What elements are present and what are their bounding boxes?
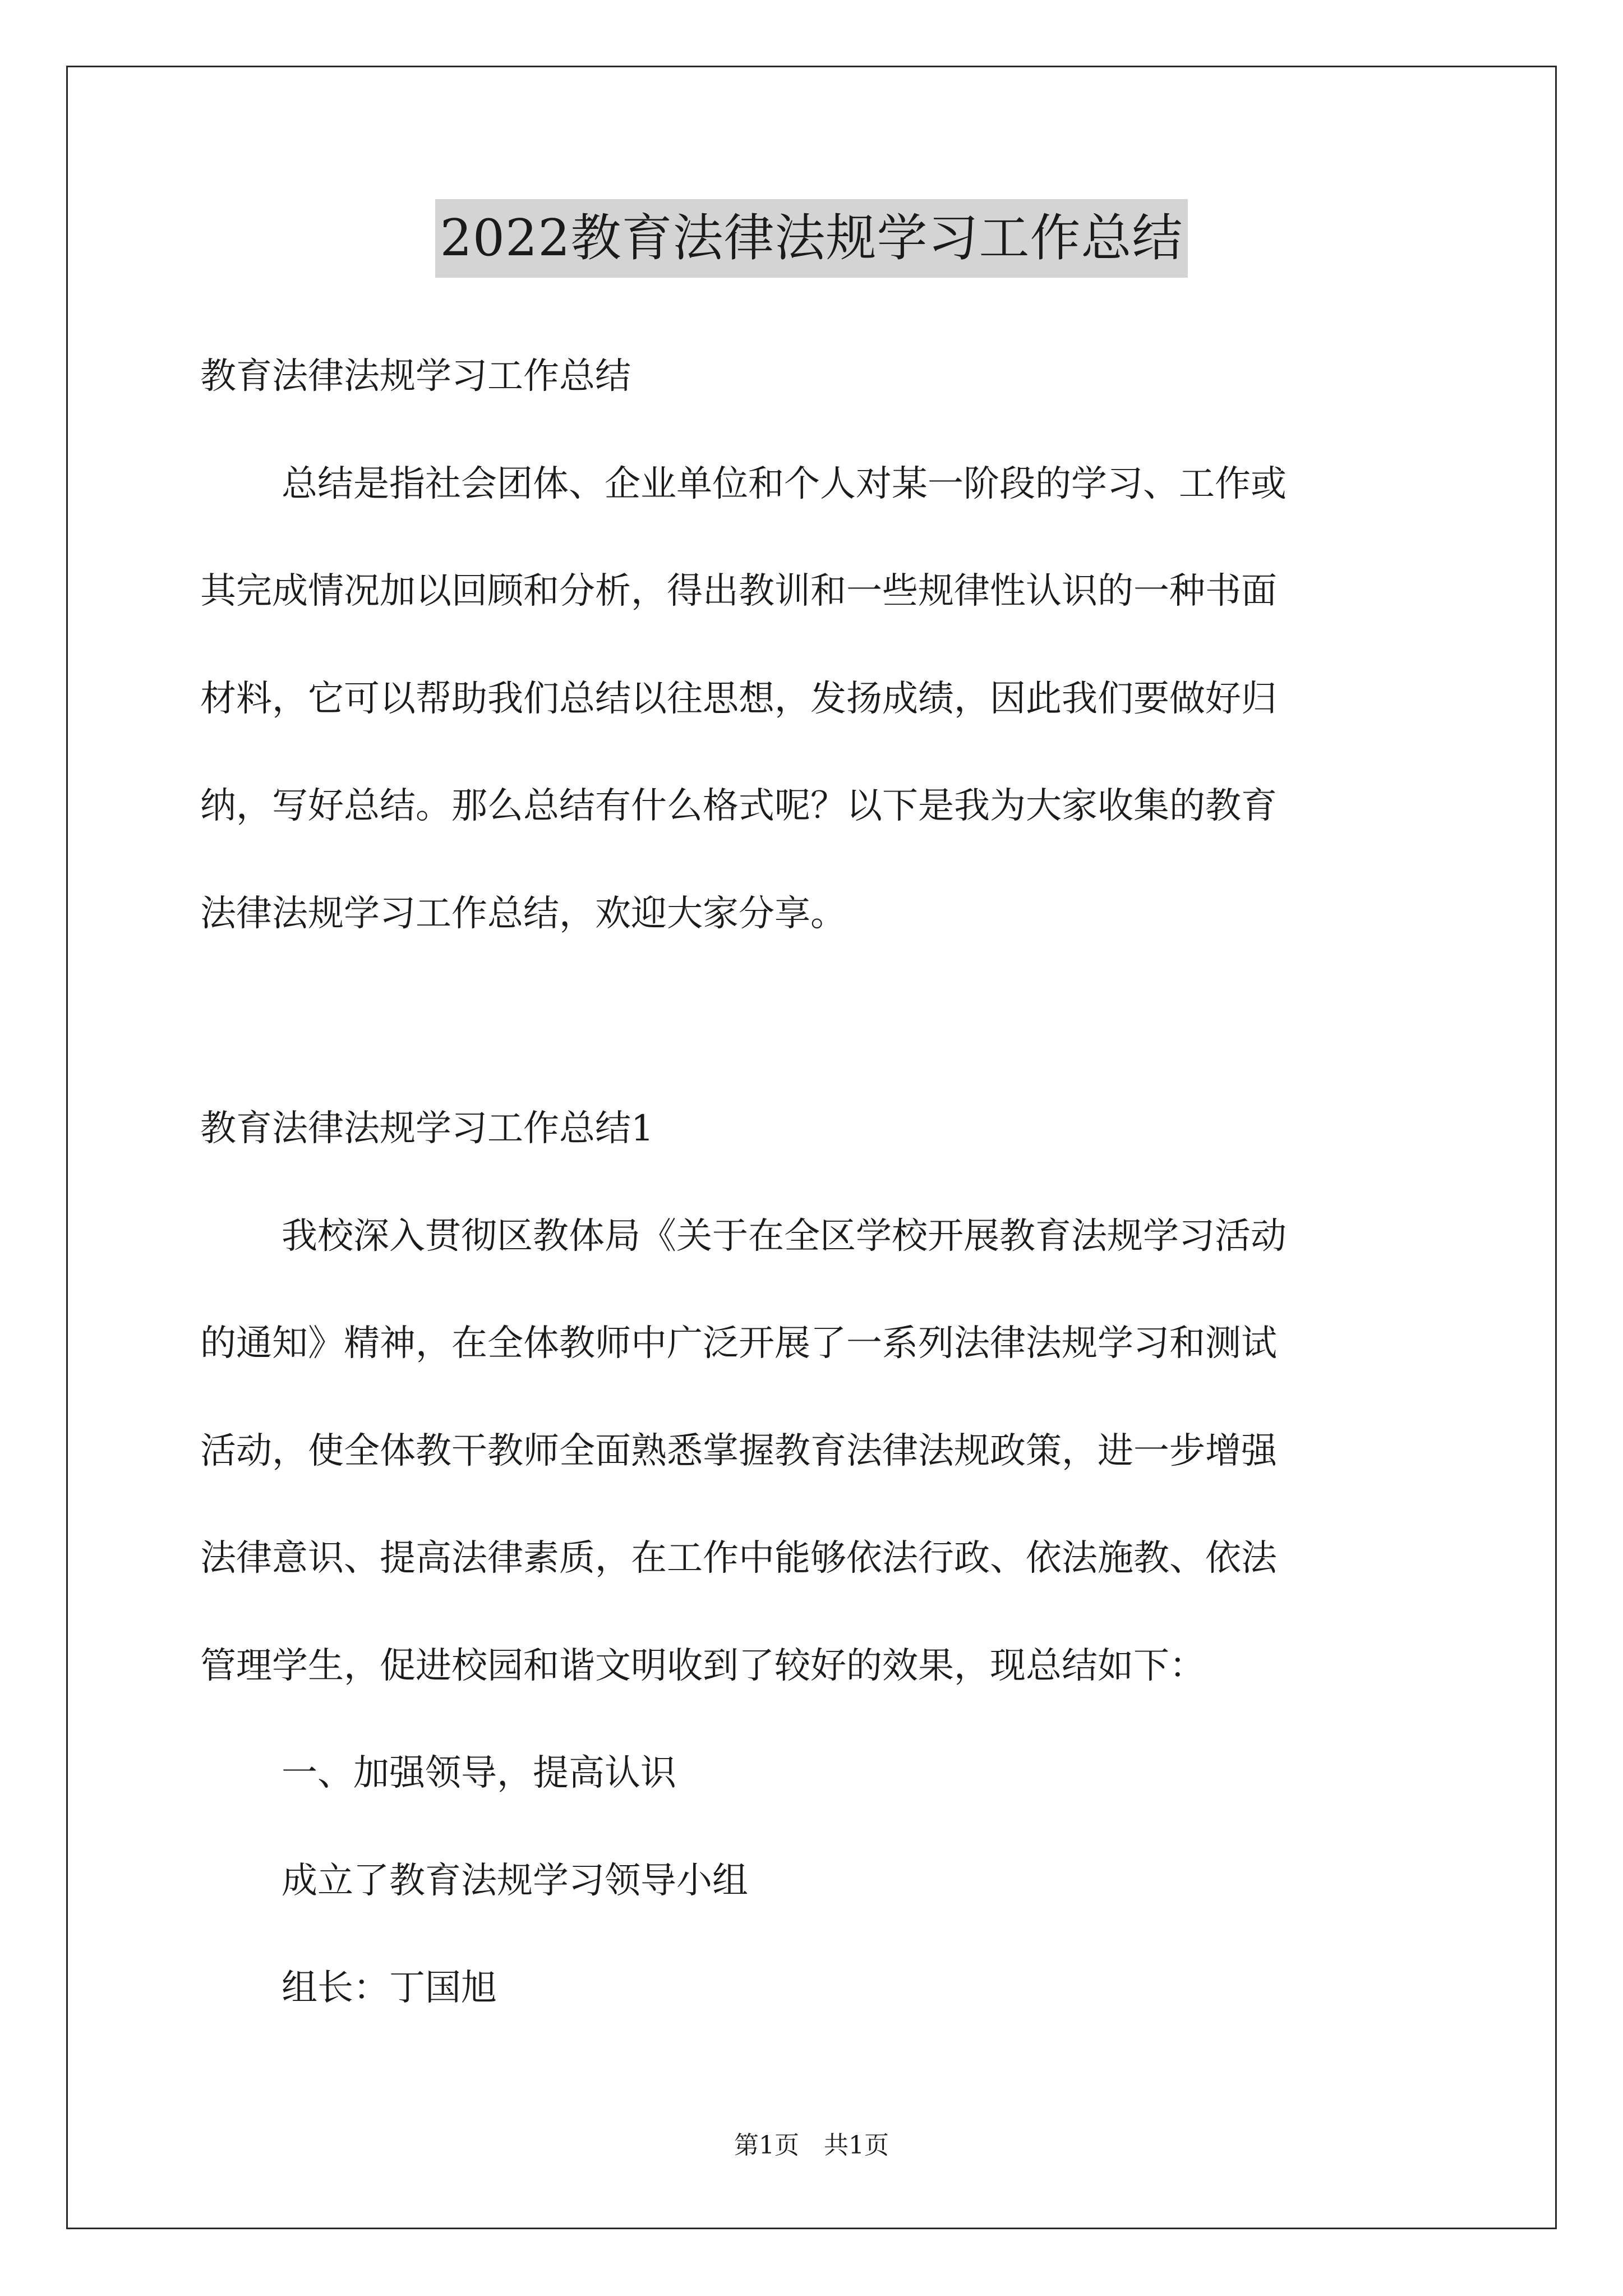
- item-heading: 一、加强领导，提高认识: [282, 1752, 676, 1794]
- document-subtitle: 教育法律法规学习工作总结: [200, 356, 631, 397]
- intro-line-4: 纳，写好总结。那么总结有什么格式呢？以下是我为大家收集的教育: [200, 785, 1277, 827]
- document-title: 2022教育法律法规学习工作总结: [435, 199, 1187, 278]
- intro-line-3: 材料，它可以帮助我们总结以往思想，发扬成绩，因此我们要做好归: [200, 678, 1277, 720]
- section-line-1: 我校深入贯彻区教体局《关于在全区学校开展教育法规学习活动: [282, 1216, 1287, 1257]
- title-container: [0, 199, 1623, 278]
- section-line-3: 活动，使全体教干教师全面熟悉掌握教育法律法规政策，进一步增强: [200, 1430, 1277, 1472]
- item-line-1: 成立了教育法规学习领导小组: [282, 1860, 748, 1902]
- intro-line-1: 总结是指社会团体、企业单位和个人对某一阶段的学习、工作或: [282, 463, 1287, 505]
- intro-line-2: 其完成情况加以回顾和分析，得出教训和一些规律性认识的一种书面: [200, 570, 1277, 612]
- section-line-2: 的通知》精神，在全体教师中广泛开展了一系列法律法规学习和测试: [200, 1323, 1277, 1364]
- item-line-2: 组长：丁国旭: [282, 1967, 497, 2009]
- section-line-4: 法律意识、提高法律素质，在工作中能够依法行政、依法施教、依法: [200, 1538, 1277, 1579]
- section-heading: 教育法律法规学习工作总结1: [200, 1108, 654, 1149]
- intro-line-5: 法律法规学习工作总结，欢迎大家分享。: [200, 893, 846, 935]
- page-footer: 第1页 共1页: [734, 2131, 889, 2160]
- section-line-5: 管理学生，促进校园和谐文明收到了较好的效果，现总结如下：: [200, 1645, 1205, 1687]
